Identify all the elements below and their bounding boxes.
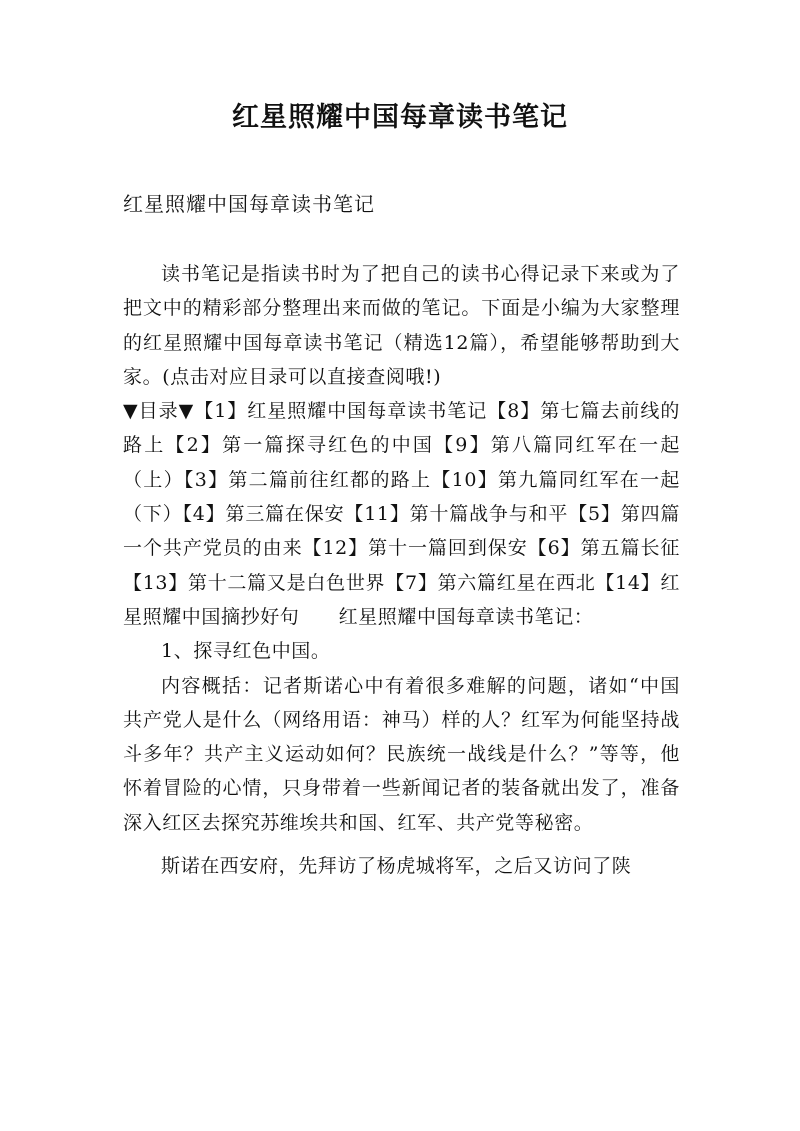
- document-title: 红星照耀中国每章读书笔记: [232, 102, 568, 133]
- section-heading-1: 1、探寻红色中国。: [161, 640, 331, 663]
- body-paragraph: 斯诺在西安府，先拜访了杨虎城将军，之后又访问了陕: [161, 855, 632, 878]
- document-subtitle: 红星照耀中国每章读书笔记: [123, 192, 375, 216]
- table-of-contents: ▼目录▼【1】红星照耀中国每章读书笔记【8】第七篇去前线的路上【2】第一篇探寻红色的中国【9】第八篇同红军在一起（上）【3】第二篇前往红都的路上【10】第九篇同红军在一起（下）【4】第三篇在保安【11】第十篇战争与和平【5】第四篇一个共产党员的由来【12】第十一篇回到保安【6】第五篇长征【13】第十二篇又是白色世界【7】第六篇红星在西北【14】红星照耀中国摘抄好句 红星照耀中国每章读书笔记：: [123, 400, 680, 628]
- document-body: [123, 257, 680, 883]
- intro-paragraph: 读书笔记是指读书时为了把自己的读书心得记录下来或为了把文中的精彩部分整理出来而做的笔记。下面是小编为大家整理的红星照耀中国每章读书笔记（精选12篇），希望能够帮助到大家。(点击对应目录可以直接查阅哦!): [123, 263, 680, 388]
- summary-paragraph: 内容概括：记者斯诺心中有着很多难解的问题，诸如“中国共产党人是什么（网络用语：神马）样的人？红军为何能坚持战斗多年？共产主义运动如何？民族统一战线是什么？”等等，他怀着冒险的心情，只身带着一些新闻记者的装备就出发了，准备深入红区去探究苏维埃共和国、红军、共产党等秘密。: [123, 674, 680, 834]
